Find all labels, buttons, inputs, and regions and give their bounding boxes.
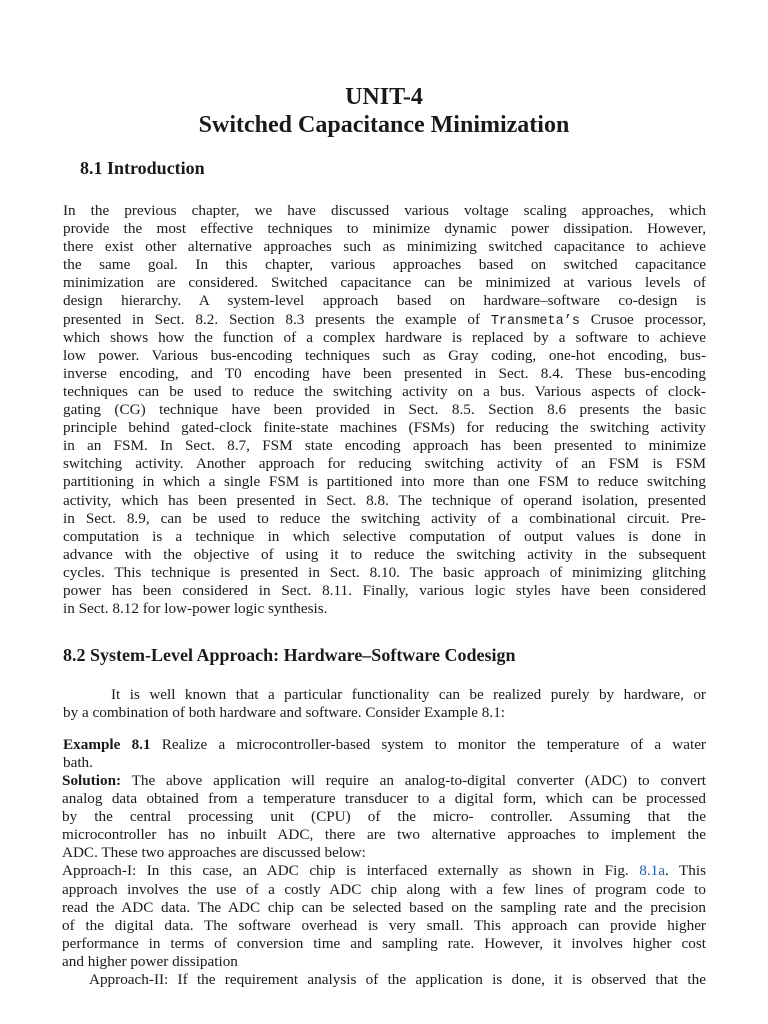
text-line: of the digital data. The software overhead is very small. This approach can provide higher [62,916,706,934]
text-line: design hierarchy. A system-level approach based on hardware–software co-design is [63,292,706,310]
text-line: principle behind gated-clock finite-state machines (FSMs) for reducing the switching activity [63,419,706,437]
text-line: switching activity. Another approach for reducing switching activity of an FSM is FSM [63,455,706,473]
text-line: analog data obtained from a temperature transducer to a digital form, which can be processed [62,790,706,808]
text-line: read the ADC data. The ADC chip can be selected based on the sampling rate and the precision [62,898,706,916]
figure-link[interactable]: 8.1a [639,862,665,880]
text-fragment: The above application will require an analog-to-digital converter (ADC) to convert [121,772,706,789]
text-fragment: . This [664,862,706,880]
text-line: the same goal. In this chapter, various approaches based on switched capacitance [63,256,706,274]
text-line: low power. Various bus-encoding techniques such as Gray coding, one-hot encoding, bus- [63,346,706,364]
text-line: bath. [63,754,93,772]
text-line: and higher power dissipation [62,952,238,970]
unit-label: UNIT-4 [345,84,423,110]
text-line: It is well known that a particular functionality can be realized purely by hardware, or [111,686,706,703]
solution-block [62,772,706,989]
text-line [62,862,706,880]
text-line: ADC. These two approaches are discussed below: [62,844,366,862]
text-line: Approach-II: If the requirement analysis of the application is done, it is observed that the [89,971,706,989]
chapter-title: Switched Capacitance Minimization [198,112,570,138]
text-line [63,311,706,329]
example-block [63,736,706,772]
text-line [62,772,706,790]
text-line: in an FSM. In Sect. 8.7, FSM state encoding approach has been presented to minimize [63,437,706,455]
text-line: there exist other alternative approaches such as minimizing switched capacitance to achieve [63,238,706,256]
example-label: Example 8.1 [63,736,151,753]
text-line: cycles. This technique is presented in Sect. 8.10. The basic approach of minimizing glitching [63,563,706,581]
text-fragment: Realize a microcontroller-based system to monitor the temperature of a water [150,736,706,753]
text-line: in Sect. 8.12 for low-power logic synthesis. [63,600,328,618]
text-line: advance with the objective of using it to reduce the switching activity in the subsequent [63,545,706,563]
text-line [63,736,706,754]
intro-paragraph [63,202,706,618]
text-line: power has been considered in Sect. 8.11. Finally, various logic styles have been considered [63,581,706,599]
text-fragment: Approach-I: In this case, an ADC chip is interfaced externally as shown in Fig. [62,862,640,880]
text-line: techniques can be used to reduce the switching activity on a bus. Various aspects of clock- [63,382,706,400]
section-heading-introduction: 8.1 Introduction [80,158,205,178]
text-line: microcontroller has no inbuilt ADC, there are two alternative approaches to implement the [62,826,706,844]
text-fragment: Crusoe processor, [579,310,706,328]
text-line: partitioning in which a single FSM is partitioned into more than one FSM to reduce switching [63,473,706,491]
system-level-paragraph [63,686,706,722]
text-line: by a combination of both hardware and software. Consider Example 8.1: [63,704,506,722]
text-line: which shows how the function of a complex hardware is replaced by a software to achieve [63,328,706,346]
text-line: In the previous chapter, we have discussed various voltage scaling approaches, which [63,202,706,219]
text-line: inverse encoding, and T0 encoding have been presented in Sect. 8.4. These bus-encoding [63,364,706,382]
text-line: approach involves the use of a costly ADC chip along with a few lines of program code to [62,880,706,898]
text-line: performance in terms of conversion time and sampling rate. However, it involves higher cost [62,934,706,952]
text-fragment: presented in Sect. 8.2. Section 8.3 presents the example of [63,310,491,328]
text-line: activity, which has been presented in Sect. 8.8. The technique of operand isolation, presented [63,491,706,509]
section-heading-system-level: 8.2 System-Level Approach: Hardware–Software Codesign [63,645,516,665]
text-line: provide the most effective techniques to minimize dynamic power dissipation. However, [63,220,706,238]
text-line: in Sect. 8.9, can be used to reduce the switching activity of a combinational circuit. Pre- [63,509,706,527]
solution-label: Solution: [62,772,122,789]
text-line: computation is a technique in which selective computation of output values is done in [63,527,706,545]
company-name: Transmeta’s [490,313,580,329]
text-line: gating (CG) technique have been provided in Sect. 8.5. Section 8.6 presents the basic [63,401,706,419]
text-line: by the central processing unit (CPU) of the micro- controller. Assuming that the [62,808,706,826]
text-line: minimization are considered. Switched capacitance can be minimized at various levels of [63,274,706,292]
